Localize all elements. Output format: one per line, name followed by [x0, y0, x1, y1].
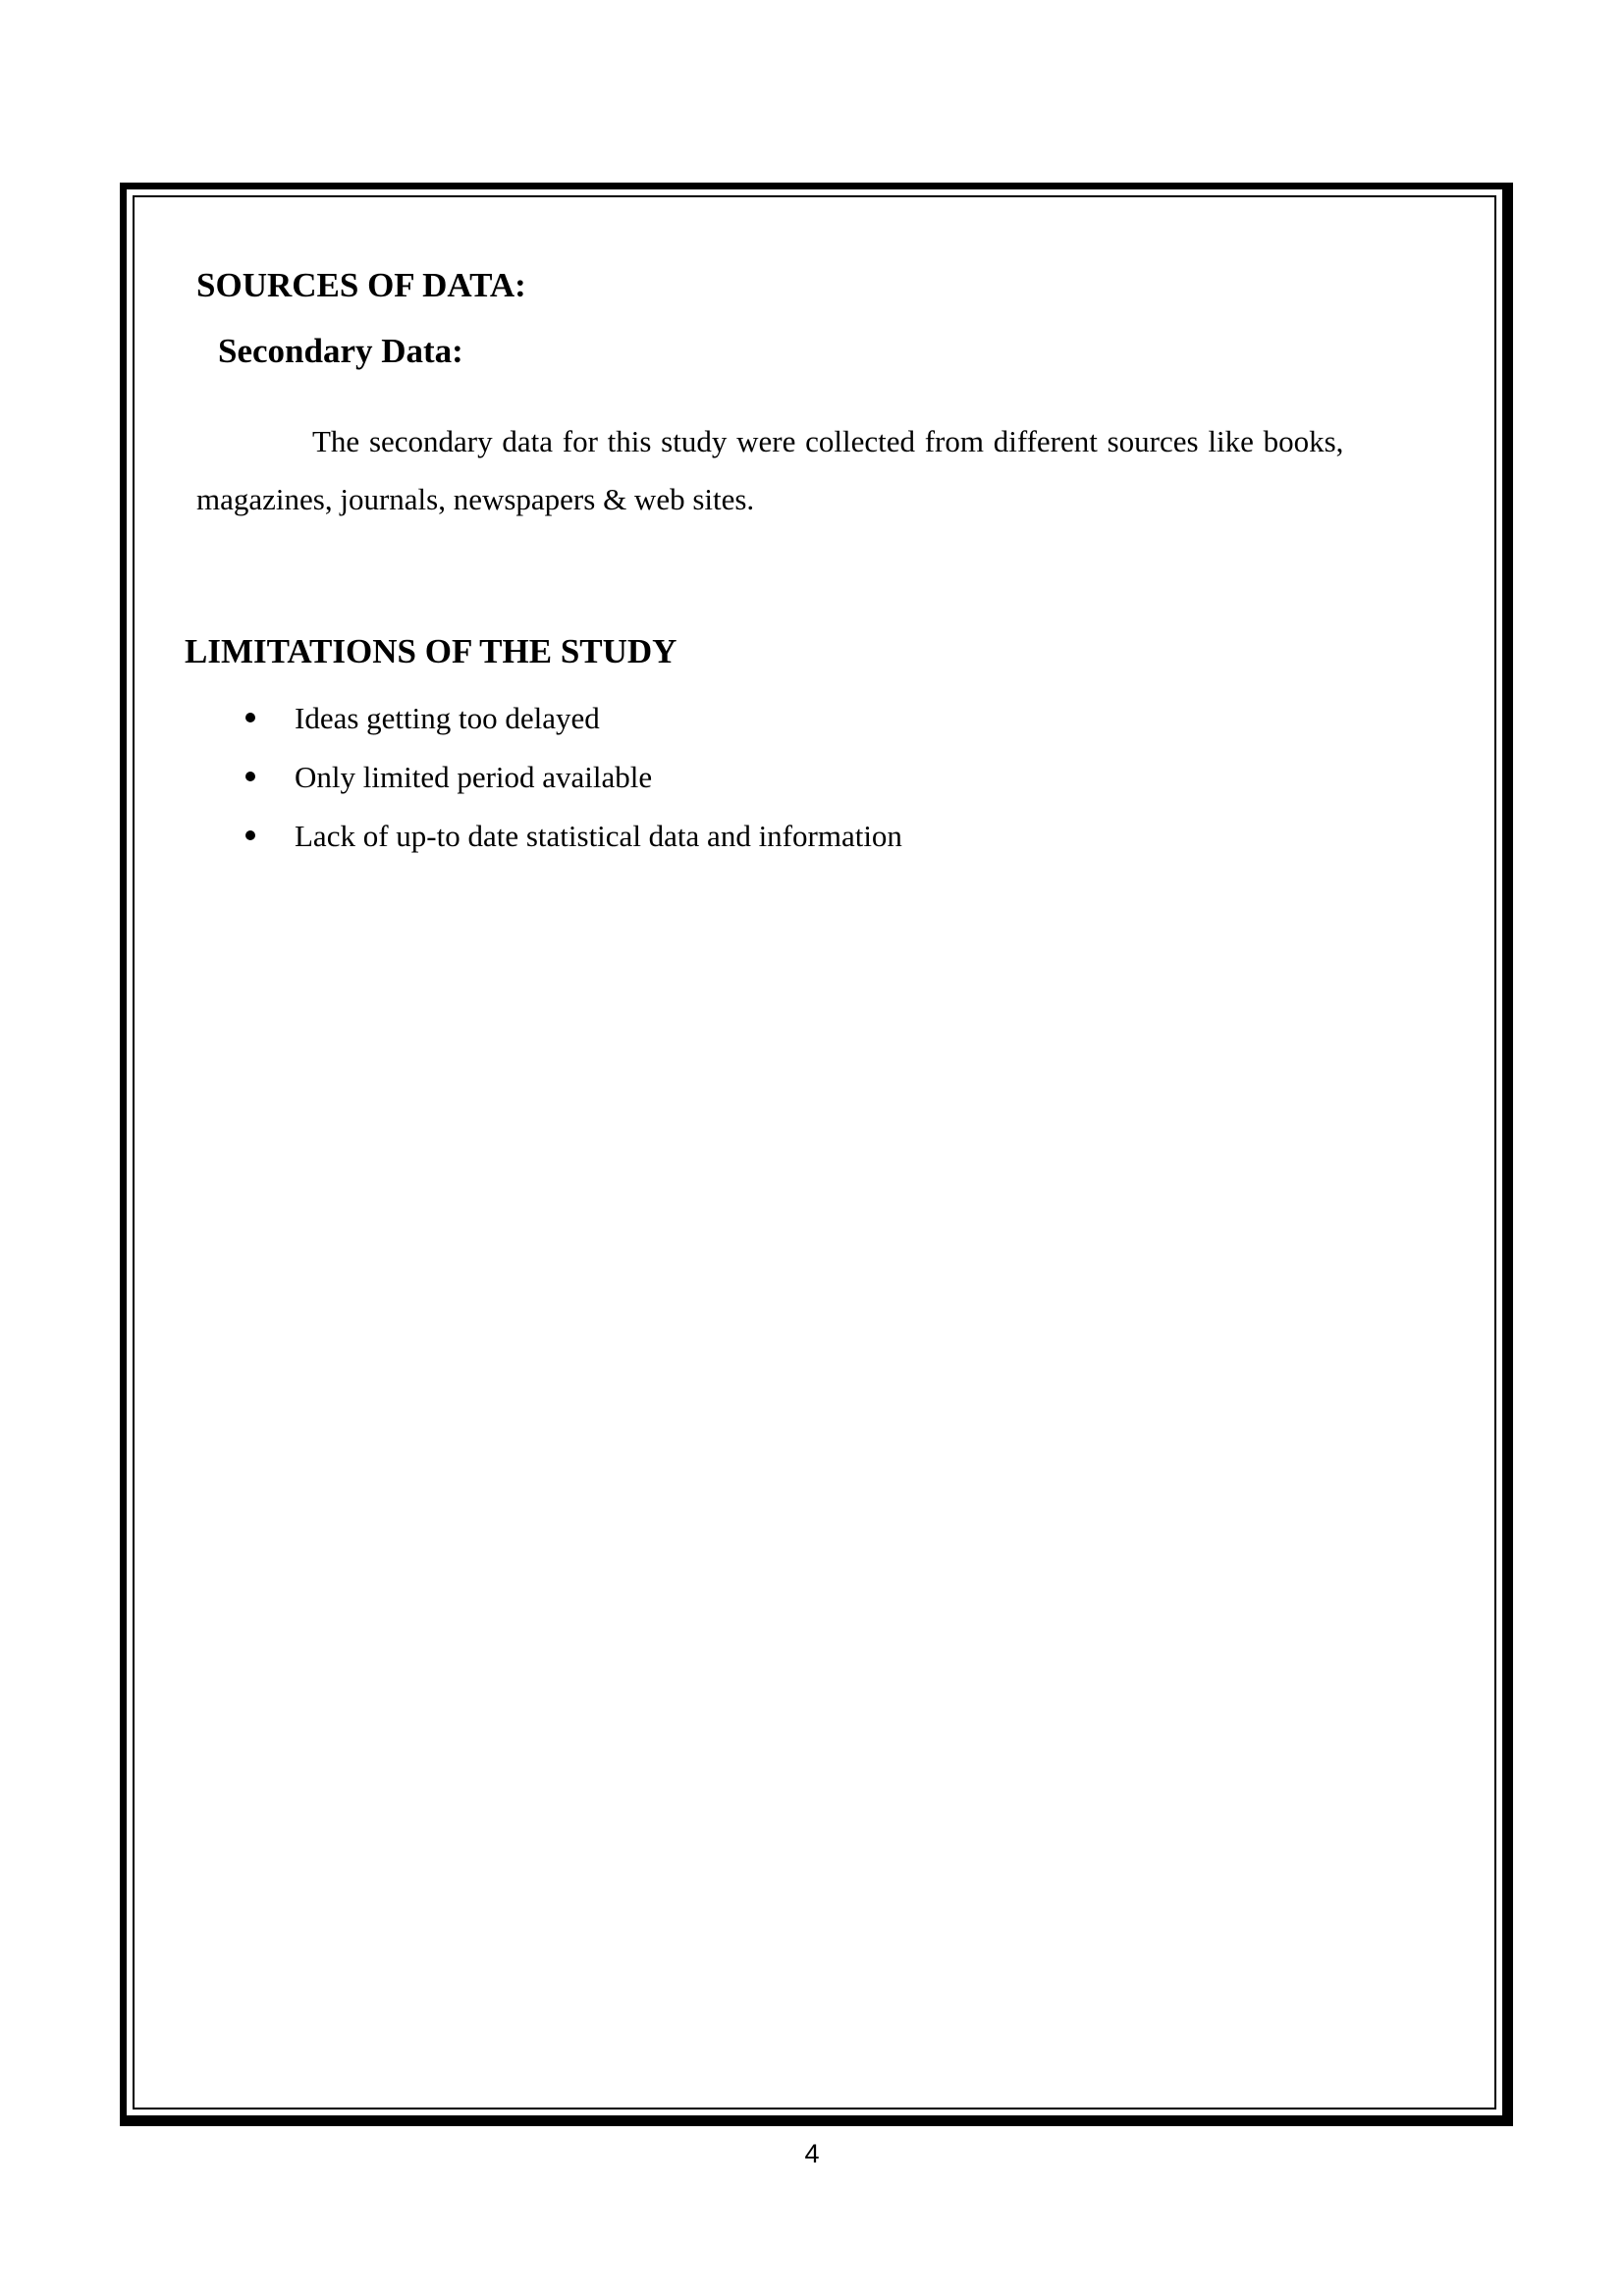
bullet-icon — [245, 830, 255, 840]
list-item-text: Lack of up-to date statistical data and information — [295, 819, 902, 853]
sources-of-data-heading: SOURCES OF DATA: — [196, 266, 526, 304]
limitations-heading: LIMITATIONS OF THE STUDY — [185, 632, 677, 670]
list-item — [245, 819, 902, 854]
list-item-text: Only limited period available — [295, 760, 653, 794]
secondary-data-paragraph-line-1: The secondary data for this study were collected from different sources like books, — [312, 424, 1344, 458]
list-item — [245, 701, 600, 736]
list-item-text: Ideas getting too delayed — [295, 701, 600, 735]
page-number: 4 — [804, 2139, 820, 2168]
bullet-icon — [245, 713, 255, 722]
list-item — [245, 760, 652, 795]
page-border — [120, 183, 1513, 2126]
bullet-icon — [245, 772, 255, 781]
secondary-data-subheading: Secondary Data: — [218, 332, 463, 370]
secondary-data-paragraph-line-2: magazines, journals, newspapers & web sites. — [196, 482, 755, 516]
